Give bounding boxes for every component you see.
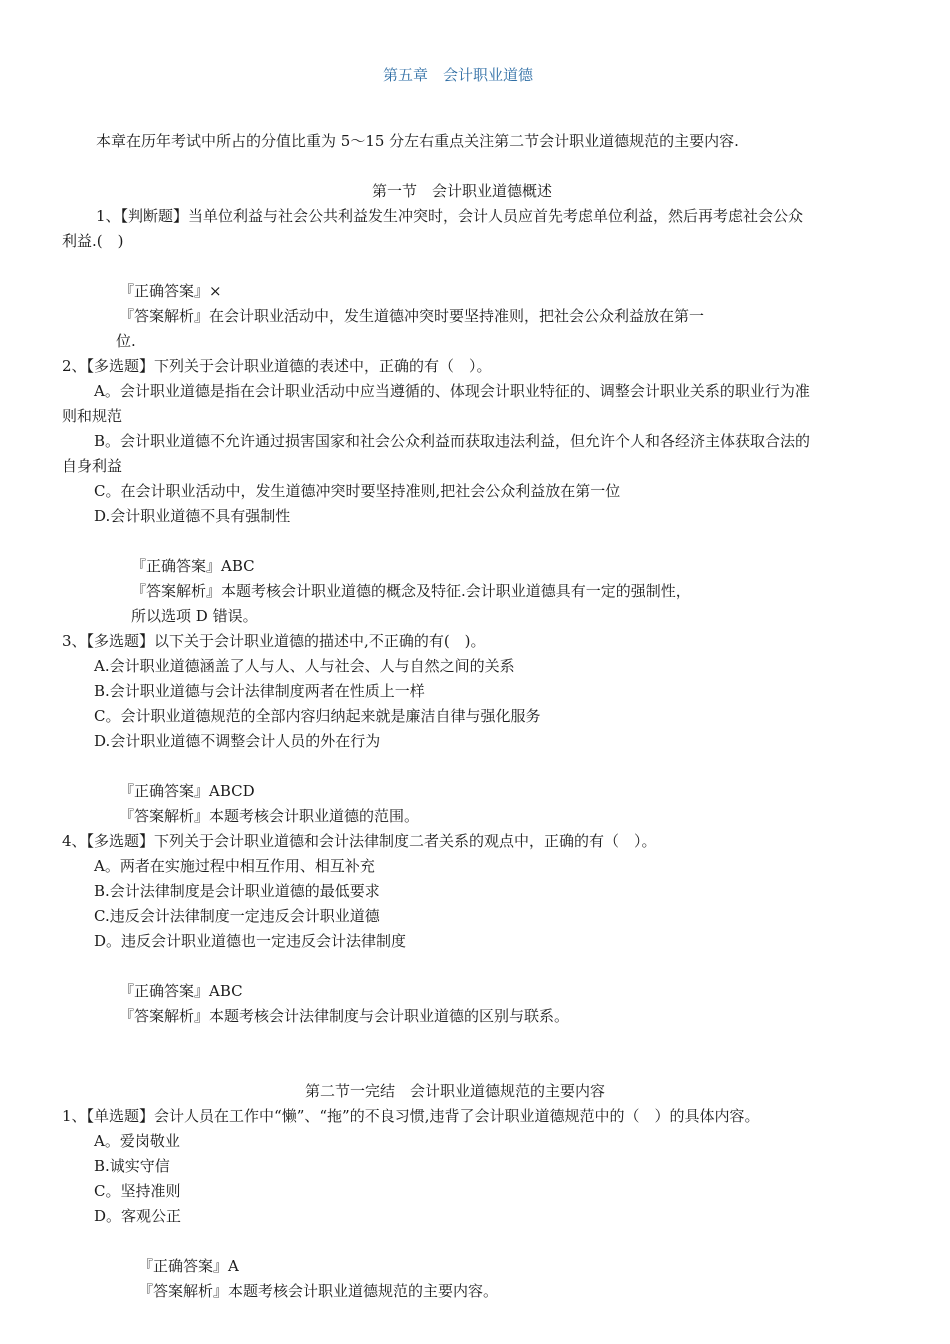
q3-answer: 『正确答案』ABCD (119, 782, 255, 800)
q2-option-c: C。在会计职业活动中，发生道德冲突时要坚持准则,把社会公众利益放在第一位 (94, 482, 621, 500)
q2-option-d: D.会计职业道德不具有强制性 (94, 507, 291, 525)
chapter-title: 第五章 会计职业道德 (383, 66, 534, 84)
q4-answer: 『正确答案』ABC (119, 982, 243, 1000)
q2-option-b-line1: B。会计职业道德不允许通过损害国家和社会公众利益而获取违法利益，但允许个人和各经济主体获取合法的 (94, 432, 811, 450)
q3-option-c: C。会计职业道德规范的全部内容归纳起来就是廉洁自律与强化服务 (94, 707, 541, 725)
s2-q1-option-a: A。爱岗敬业 (94, 1132, 180, 1150)
q4-analysis: 『答案解析』本题考核会计法律制度与会计职业道德的区别与联系。 (119, 1007, 570, 1025)
q3-option-d: D.会计职业道德不调整会计人员的外在行为 (94, 732, 381, 750)
q3-analysis: 『答案解析』本题考核会计职业道德的范围。 (119, 807, 420, 825)
s2-q1-analysis: 『答案解析』本题考核会计职业道德规范的主要内容。 (138, 1282, 499, 1300)
q3-option-b: B.会计职业道德与会计法律制度两者在性质上一样 (94, 682, 425, 700)
q2-stem: 2、【多选题】下列关于会计职业道德的表述中，正确的有（ ）。 (62, 357, 492, 375)
q1-stem-line1: 1、【判断题】当单位利益与社会公共利益发生冲突时，会计人员应首先考虑单位利益，然后再考虑社会公众 (96, 207, 804, 225)
q2-option-a-line1: A。会计职业道德是指在会计职业活动中应当遵循的、体现会计职业特征的、调整会计职业关系的职业行为准 (94, 382, 810, 400)
q4-option-b: B.会计法律制度是会计职业道德的最低要求 (94, 882, 380, 900)
q4-stem: 4、【多选题】下列关于会计职业道德和会计法律制度二者关系的观点中，正确的有（ ）。 (62, 832, 657, 850)
q4-option-c: C.违反会计法律制度一定违反会计职业道德 (94, 907, 380, 925)
chapter-intro: 本章在历年考试中所占的分值比重为 5～15 分左右重点关注第二节会计职业道德规范的主要内容. (96, 132, 739, 150)
q3-stem: 3、【多选题】以下关于会计职业道德的描述中,不正确的有( )。 (62, 632, 486, 650)
q1-analysis-line2: 位. (116, 332, 136, 350)
s2-q1-option-d: D。客观公正 (94, 1207, 182, 1225)
q4-option-a: A。两者在实施过程中相互作用、相互补充 (94, 857, 375, 875)
q1-analysis-line1: 『答案解析』在会计职业活动中，发生道德冲突时要坚持准则，把社会公众利益放在第一 (119, 307, 705, 325)
q1-stem-line2: 利益.( ) (62, 232, 124, 250)
s2-q1-stem: 1、【单选题】会计人员在工作中“懒”、“拖”的不良习惯,违背了会计职业道德规范中的（ ）的具体内容。 (62, 1107, 760, 1125)
q4-option-d: D。违反会计职业道德也一定违反会计法律制度 (94, 932, 407, 950)
s2-q1-option-b: B.诚实守信 (94, 1157, 170, 1175)
q2-option-a-line2: 则和规范 (62, 407, 123, 425)
s2-q1-answer: 『正确答案』A (138, 1257, 239, 1275)
section2-heading: 第二节一完结 会计职业道德规范的主要内容 (305, 1082, 606, 1100)
q2-option-b-line2: 自身利益 (62, 457, 123, 475)
q2-analysis-line2: 所以选项 D 错误。 (131, 607, 258, 625)
q3-option-a: A.会计职业道德涵盖了人与人、人与社会、人与自然之间的关系 (94, 657, 515, 675)
q2-analysis-line1: 『答案解析』本题考核会计职业道德的概念及特征.会计职业道德具有一定的强制性， (131, 582, 691, 600)
section1-heading: 第一节 会计职业道德概述 (372, 182, 553, 200)
q2-answer: 『正确答案』ABC (131, 557, 255, 575)
q1-answer: 『正确答案』× (119, 282, 222, 300)
s2-q1-option-c: C。坚持准则 (94, 1182, 181, 1200)
